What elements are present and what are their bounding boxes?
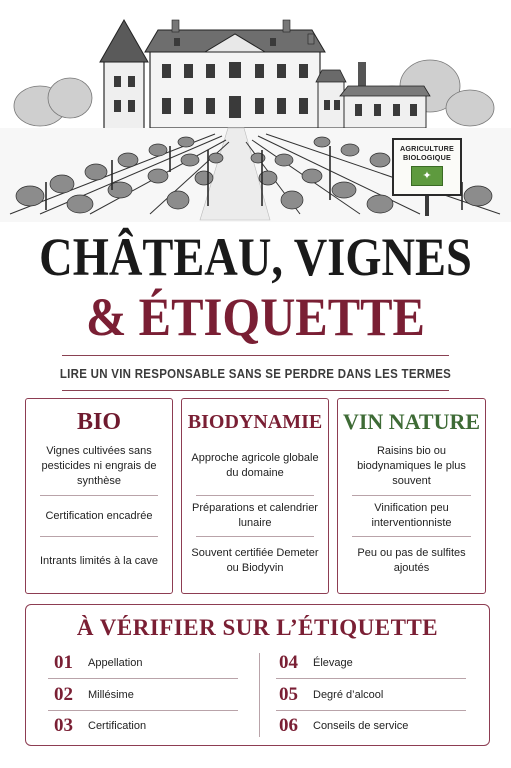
row-divider: [276, 678, 466, 679]
column-item: Souvent certifiée Demeter ou Biodyvin: [191, 547, 319, 574]
organic-certification-sign: [392, 138, 462, 196]
checklist-number: 06: [279, 715, 298, 736]
row-divider: [276, 710, 466, 711]
checklist-divider: [259, 653, 260, 737]
checklist-item: [54, 683, 134, 707]
column-heading: BIO: [76, 409, 121, 435]
checklist-label: Degré d’alcool: [313, 689, 384, 701]
checklist-label: Millésime: [88, 689, 134, 701]
column-item: Raisins bio ou biodynamiques le plus souvent: [357, 444, 466, 487]
checklist-item: [54, 651, 142, 675]
column-item: Intrants limités à la cave: [40, 554, 158, 567]
column-item: Vignes cultivées sans pesticides ni engrais de synthèse: [41, 444, 157, 487]
checklist-item: [54, 714, 146, 738]
page-title-line-2: & ÉTIQUETTE: [86, 287, 425, 347]
checklist-heading: À VÉRIFIER SUR L’ÉTIQUETTE: [76, 615, 439, 640]
page-title-line-1: CHÂTEAU, VIGNES: [39, 227, 472, 287]
checklist-label: Conseils de service: [313, 720, 409, 732]
label-checklist: [25, 604, 490, 746]
checklist-label: Certification: [88, 720, 147, 732]
row-divider: [48, 678, 238, 679]
sign-post: [425, 196, 429, 216]
row-divider: [48, 710, 238, 711]
column-heading: VIN NATURE: [342, 409, 481, 434]
eu-organic-leaf-icon: [411, 166, 443, 186]
column-item: Peu ou pas de sulfites ajoutés: [357, 547, 466, 574]
column-bio: [25, 398, 173, 594]
column-item: Approche agricole globale du domaine: [191, 452, 319, 479]
column-heading: BIODYNAMIE: [187, 411, 323, 433]
checklist-number: 04: [279, 652, 298, 673]
column-item: Vinification peu interventionniste: [371, 502, 452, 529]
page-subtitle: LIRE UN VIN RESPONSABLE SANS SE PERDRE DANS LES TERMES: [59, 367, 452, 381]
column-item: Certification encadrée: [45, 509, 153, 522]
checklist-item: [279, 714, 408, 738]
column-vin-nature: [337, 398, 486, 594]
checklist-label: Élevage: [313, 657, 353, 669]
checklist-number: 01: [54, 652, 73, 673]
divider-top: [62, 355, 449, 356]
checklist-number: 02: [54, 684, 73, 705]
chateau-illustration: [0, 0, 511, 222]
column-item: Préparations et calendrier lunaire: [192, 502, 318, 529]
checklist-number: 03: [54, 715, 73, 736]
sign-line-2: BIOLOGIQUE: [403, 152, 451, 162]
sign-line-1: AGRICULTURE: [400, 144, 454, 153]
column-biodynamie: [181, 398, 329, 594]
divider-bottom: [62, 390, 449, 391]
checklist-number: 05: [279, 684, 298, 705]
checklist-item: [279, 683, 383, 707]
checklist-item: [279, 651, 353, 675]
checklist-label: Appellation: [88, 657, 143, 669]
